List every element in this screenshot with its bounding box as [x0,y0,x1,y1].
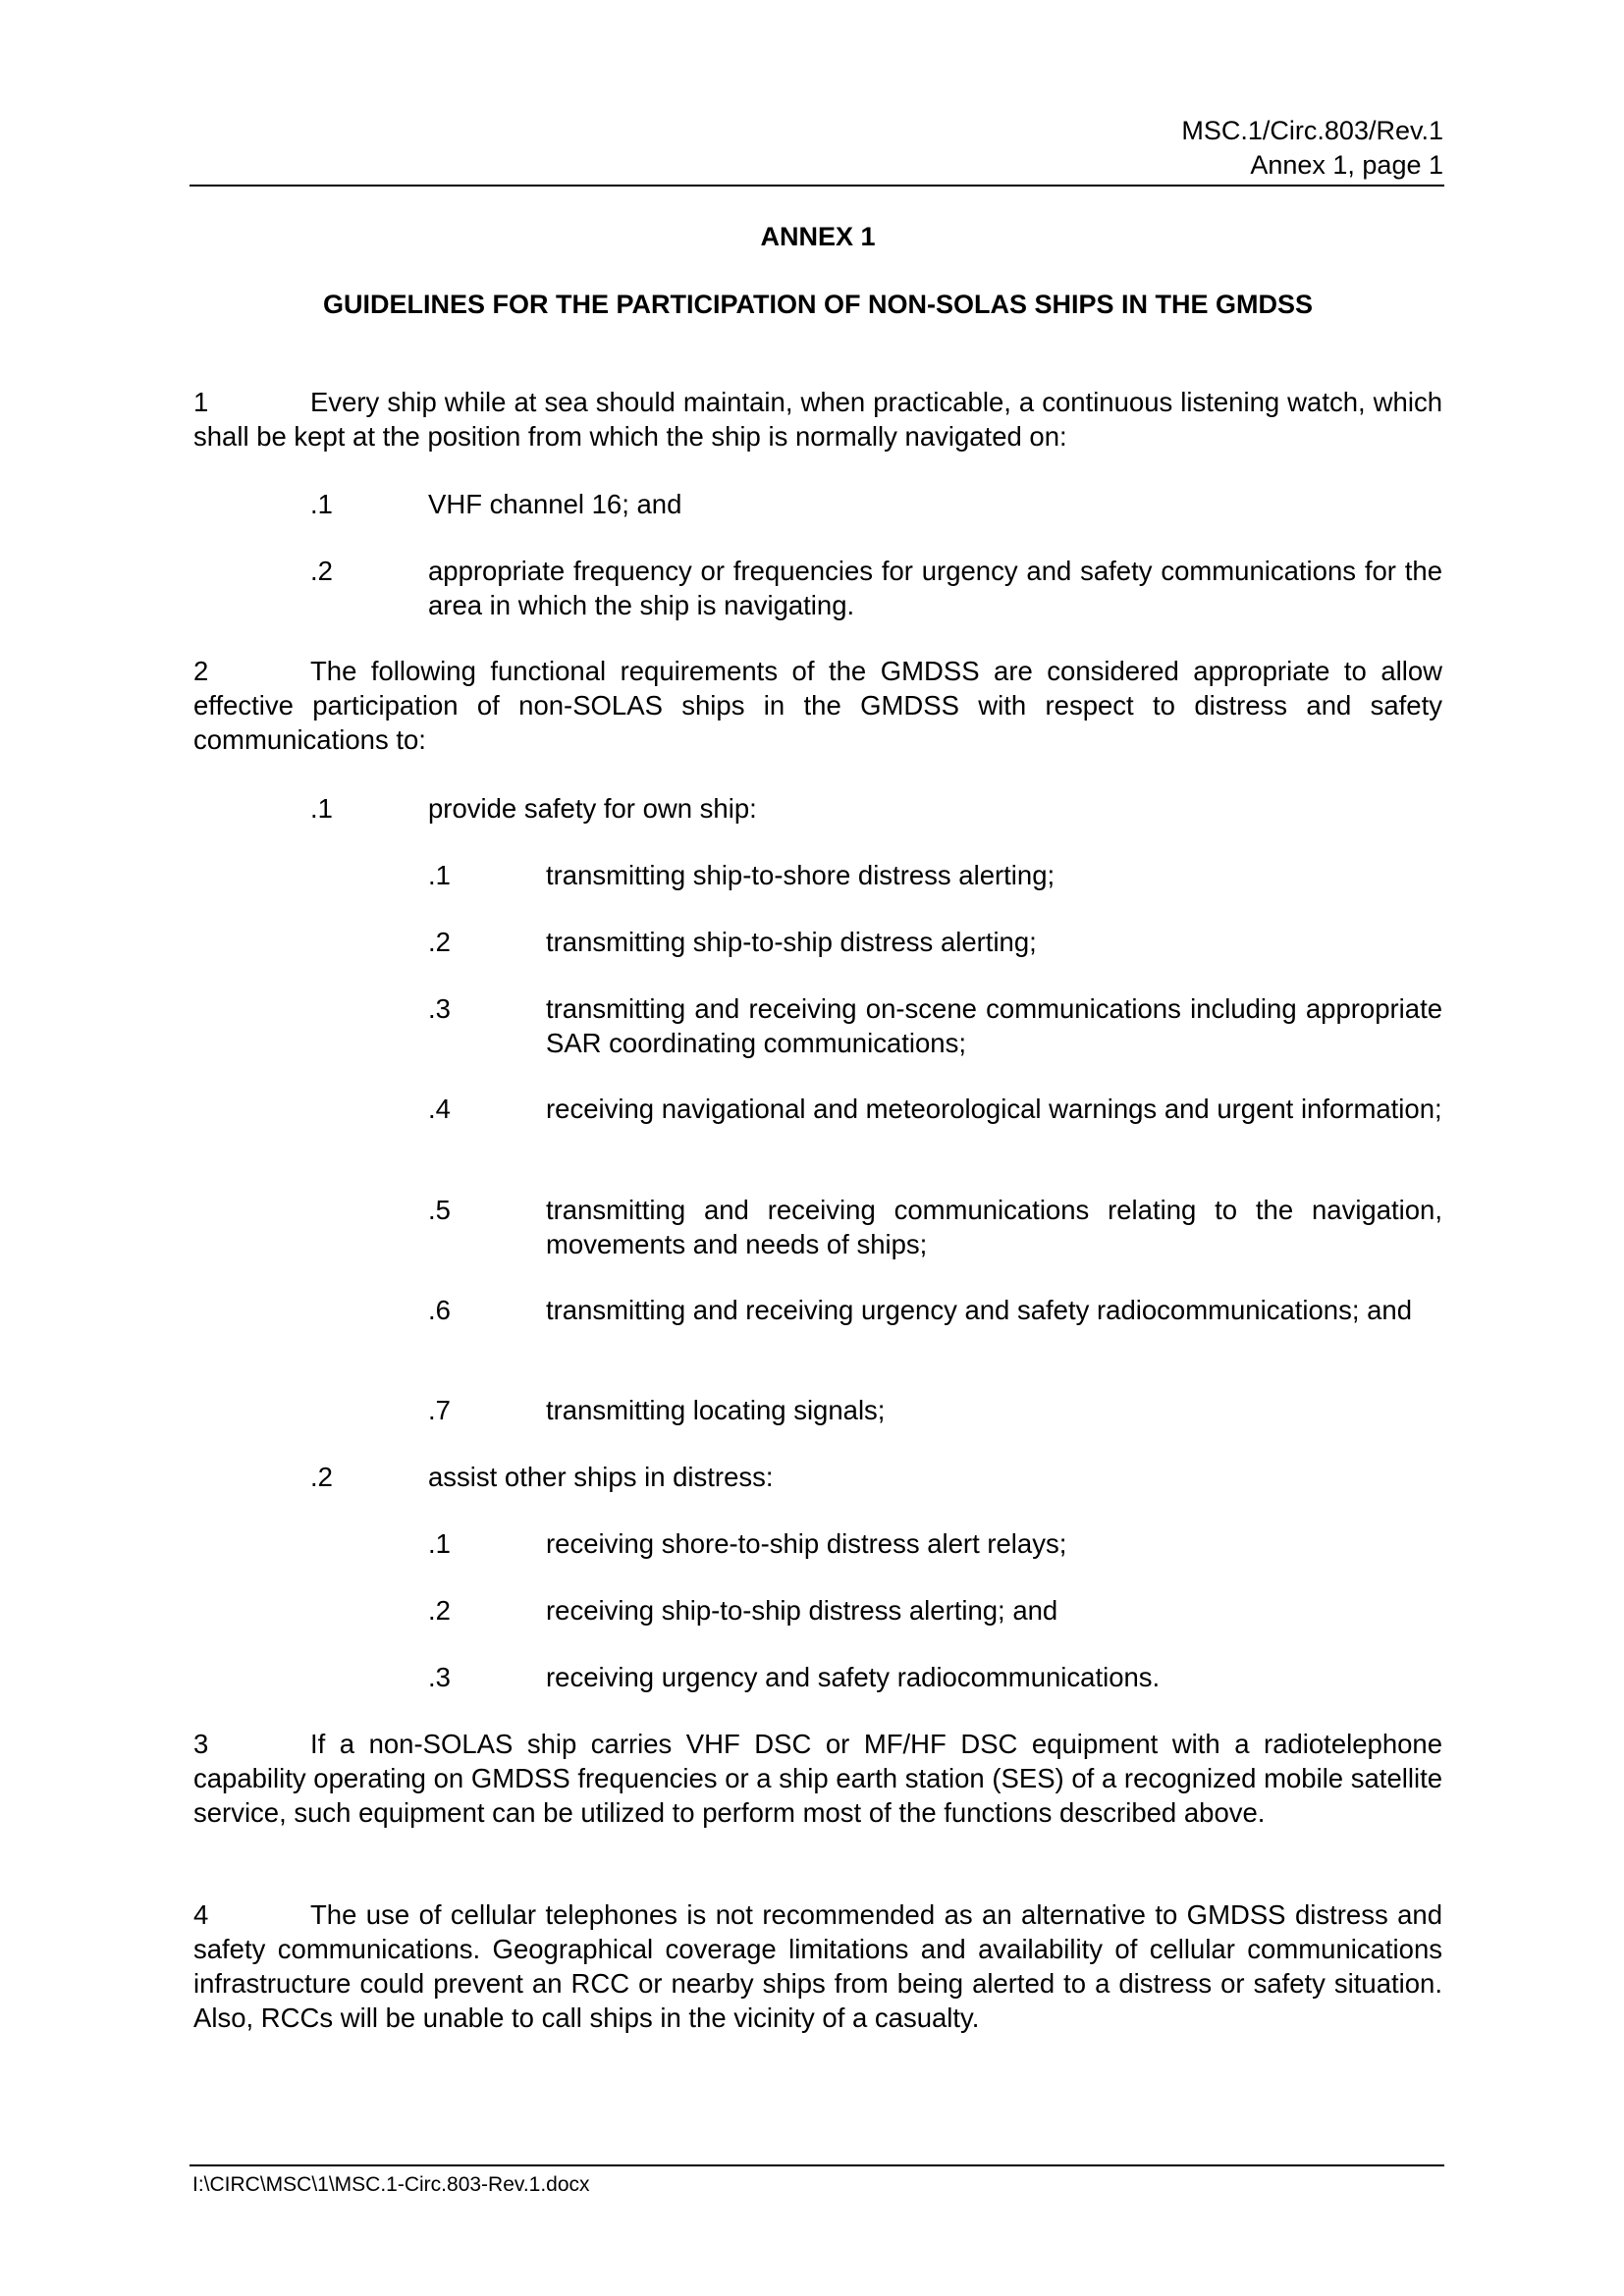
item-text: transmitting and receiving on-scene communications including appropriate SAR coordinating communications; [546,993,1442,1058]
paragraph-2 [193,654,1442,757]
item-number: .4 [428,1094,451,1124]
paragraph-number: 1 [193,387,209,417]
item-text: transmitting and receiving communications relating to the navigation, movements and needs of ships; [546,1195,1442,1259]
item-text: receiving ship-to-ship distress alerting; and [546,1595,1058,1626]
page-header [192,114,1443,183]
item-text: transmitting ship-to-shore distress alerting; [546,860,1056,890]
paragraph-1 [193,385,1442,454]
item-number: .5 [428,1195,451,1225]
footer-divider [189,2164,1444,2166]
item-text: receiving shore-to-ship distress alert relays; [546,1528,1067,1559]
item-text: VHF channel 16; and [428,489,682,519]
annex-title: ANNEX 1 [760,222,876,251]
item-text: assist other ships in distress: [428,1462,774,1492]
item-number: .3 [428,993,451,1024]
item-text: receiving navigational and meteorological warnings and urgent information; [546,1094,1442,1124]
paragraph-number: 3 [193,1729,209,1759]
item-number: .2 [310,556,333,586]
paragraph-text: If a non-SOLAS ship carries VHF DSC or MF/HF DSC equipment with a radiotelephone capability operating on GMDSS frequencies or a ship earth station (SES) of a recognized mobile satellite service, such equipment can be utilized to perform most of the functions described above. [193,1729,1442,1828]
item-text: transmitting and receiving urgency and safety radiocommunications; and [546,1295,1413,1325]
paragraph-text: Every ship while at sea should maintain, when practicable, a continuous listening watch, which shall be kept at the position from which the ship is normally navigated on: [193,387,1442,452]
paragraph-4 [193,1897,1442,2035]
paragraph-number: 2 [193,656,209,686]
item-text: appropriate frequency or frequencies for urgency and safety communications for the area in which the ship is navigating. [428,556,1442,620]
item-number: .3 [428,1662,451,1692]
item-number: .1 [310,489,333,519]
item-number: .7 [428,1395,451,1425]
header-divider [189,185,1444,187]
item-text: transmitting ship-to-ship distress alerting; [546,927,1037,957]
item-text: provide safety for own ship: [428,793,757,824]
paragraph-text: The use of cellular telephones is not recommended as an alternative to GMDSS distress and safety communications. Geographical coverage limitations and availability of cellular communications infrastructure could prevent an RCC or nearby ships from being alerted to a distress or safety situation. Also, RCCs will be unable to call ships in the vicinity of a casualty. [193,1899,1442,2033]
document-title: GUIDELINES FOR THE PARTICIPATION OF NON-SOLAS SHIPS IN THE GMDSS [322,290,1314,319]
item-number: .2 [428,1595,451,1626]
header-page-reference: Annex 1, page 1 [1250,150,1443,180]
header-document-symbol: MSC.1/Circ.803/Rev.1 [1181,116,1443,145]
item-number: .2 [310,1462,333,1492]
paragraph-text: The following functional requirements of the GMDSS are considered appropriate to allow effective participation of non-SOLAS ships in the GMDSS with respect to distress and safety communications to: [193,656,1442,755]
footer-file-path: I:\CIRC\MSC\1\MSC.1-Circ.803-Rev.1.docx [192,2173,590,2196]
paragraph-3 [193,1727,1442,1830]
item-number: .1 [428,1528,451,1559]
paragraph-number: 4 [193,1899,209,1930]
item-text: receiving urgency and safety radiocommunications. [546,1662,1161,1692]
item-number: .1 [310,793,333,824]
item-number: .6 [428,1295,451,1325]
item-number: .2 [428,927,451,957]
item-text: transmitting locating signals; [546,1395,886,1425]
item-number: .1 [428,860,451,890]
